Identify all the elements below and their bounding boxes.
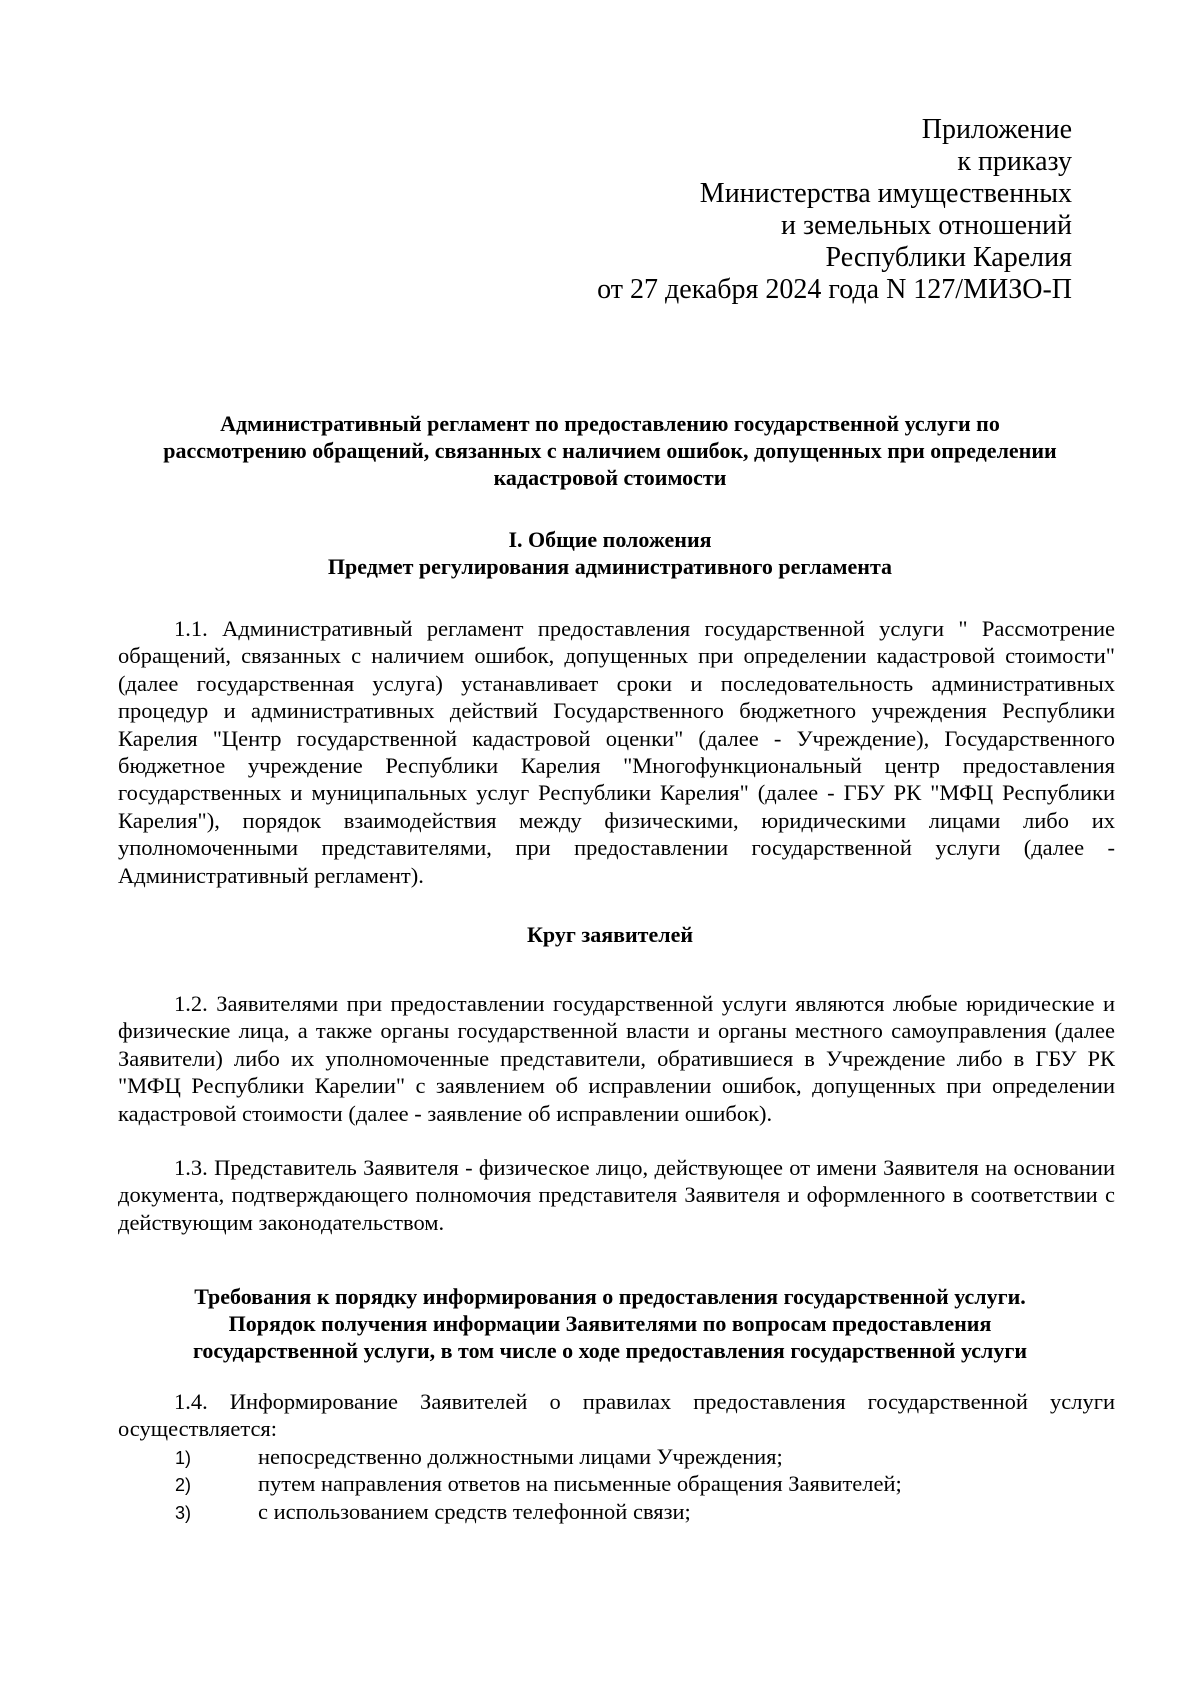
list-text: с использованием средств телефонной связи; [258, 1498, 691, 1524]
paragraph-text: 1.3. Представитель Заявителя - физическое лицо, действующее от имени Заявителя на основании документа, подтверждающего полномочия представителя Заявителя и оформленного в соответствии с действующим законодательством. [118, 1155, 1115, 1235]
document-title [110, 410, 1110, 491]
appendix-line: Приложение [921, 114, 1072, 145]
list-item [118, 1443, 1115, 1470]
paragraph-1-4 [118, 1388, 1115, 1443]
title-line: Административный регламент по предоставлению государственной услуги по [220, 411, 1000, 436]
section-1-heading [110, 526, 1110, 580]
heading-line: Предмет регулирования административного регламента [327, 554, 893, 579]
paragraph-text: 1.4. Информирование Заявителей о правилах предоставления государственной услуги осуществляется: [118, 1389, 1115, 1442]
info-methods-list [118, 1443, 1115, 1525]
list-text: путем направления ответов на письменные обращения Заявителей; [258, 1471, 902, 1497]
list-text: непосредственно должностными лицами Учреждения; [258, 1444, 783, 1469]
heading-line: Требования к порядку информирования о предоставления государственной услуги. [194, 1284, 1026, 1309]
appendix-line: и земельных отношений [781, 210, 1072, 241]
title-line: рассмотрению обращений, связанных с наличием ошибок, допущенных при определении [163, 438, 1057, 463]
appendix-line: к приказу [957, 146, 1072, 177]
list-item [118, 1470, 1115, 1497]
paragraph-text: 1.2. Заявителями при предоставлении государственной услуги являются любые юридические и физические лица, а также органы государственной власти и органы местного самоуправления (далее Заявители) либо их уполномоченные представители, обратившиеся в Учреждение либо в ГБУ РК "МФЦ Республики Карелии" с заявлением об исправлении ошибок, допущенных при определении кадастровой стоимости (далее - заявление об исправлении ошибок). [118, 991, 1115, 1126]
appendix-line: от 27 декабря 2024 года N 127/МИЗО-П [597, 274, 1072, 305]
paragraph-1-3 [118, 1154, 1115, 1236]
section-2-heading [110, 921, 1110, 948]
paragraph-1-2 [118, 990, 1115, 1127]
appendix-block [597, 114, 1072, 306]
appendix-line: Министерства имущественных [699, 178, 1072, 209]
title-line: кадастровой стоимости [493, 465, 727, 490]
heading-line: Порядок получения информации Заявителями по вопросам предоставления [228, 1311, 992, 1336]
list-number: 2) [175, 1475, 192, 1496]
appendix-line: Республики Карелия [825, 242, 1072, 273]
heading-line: государственной услуги, в том числе о ходе предоставления государственной услуги [192, 1338, 1028, 1363]
section-3-heading [110, 1283, 1110, 1364]
heading-line: Круг заявителей [526, 922, 694, 947]
paragraph-text: 1.1. Административный регламент предоставления государственной услуги " Рассмотрение обращений, связанных с наличием ошибок, допущенных при определении кадастровой стоимости" (далее государственная услуга) устанавливает сроки и последовательность административных процедур и административных действий Государственного бюджетного учреждения Республики Карелия "Центр государственной кадастровой оценки" (далее - Учреждение), Государственного бюджетное учреждение Республики Карелия "Многофункциональный центр предоставления государственных и муниципальных услуг Республики Карелия" (далее - ГБУ РК "МФЦ Республики Карелия"), порядок взаимодействия между физическими, юридическими лицами либо их уполномоченными представителями, при предоставлении государственной услуги (далее - Административный регламент). [118, 616, 1115, 888]
list-item [118, 1498, 1115, 1525]
heading-line: I. Общие положения [508, 527, 712, 552]
paragraph-1-1 [118, 615, 1115, 889]
list-number: 1) [175, 1448, 192, 1468]
list-number: 3) [175, 1502, 192, 1523]
